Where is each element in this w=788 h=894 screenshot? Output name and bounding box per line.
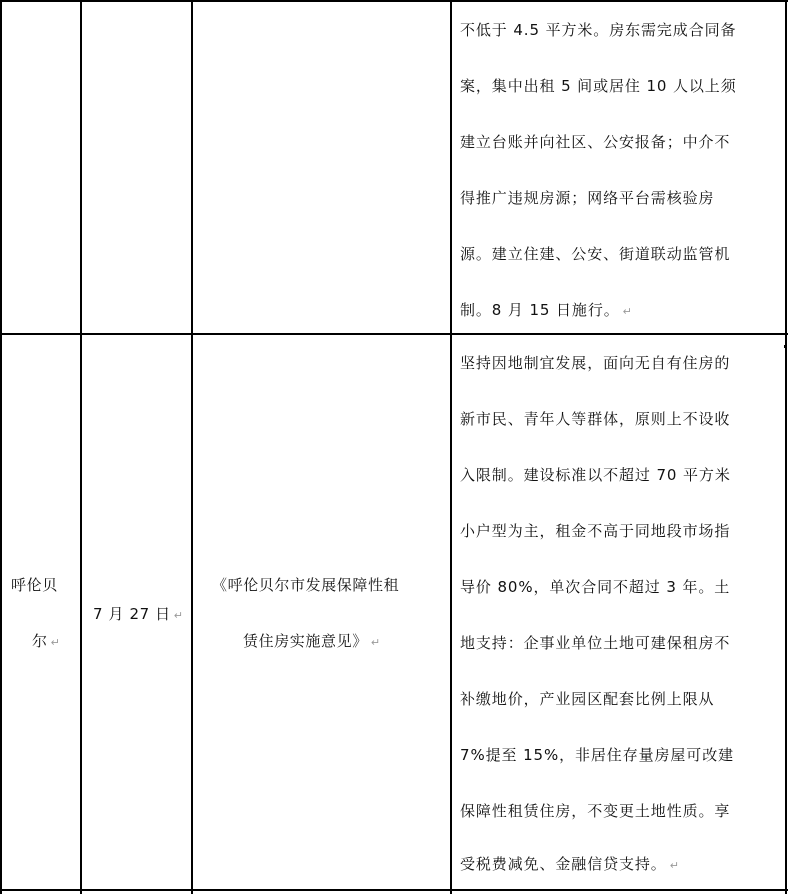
paragraph-mark: ↵ (370, 636, 381, 649)
content-line: 入限制。建设标准以不超过 70 平方米 (460, 466, 731, 484)
paragraph-mark: ↵ (50, 636, 61, 649)
content-line: 不低于 4.5 平方米。房东需完成合同备 (460, 21, 737, 39)
city-name-line2: 尔 (32, 632, 48, 650)
content-line: 新市民、青年人等群体，原则上不设收 (460, 410, 731, 428)
table-border-top (0, 0, 788, 2)
city-cell-line2 (32, 630, 60, 651)
content-line: 制。8 月 15 日施行。 ↵ (460, 301, 633, 319)
col-divider (785, 0, 787, 894)
city-name-line1: 呼伦贝 (11, 576, 58, 594)
content-line: 得推广违规房源；网络平台需核验房 (460, 189, 715, 207)
document-title-line1: 《呼伦贝尔市发展保障性租 (212, 576, 400, 594)
content-line: 地支持：企事业单位土地可建保租房不 (460, 634, 731, 652)
document-title-line2: 赁住房实施意见》 (243, 632, 368, 650)
content-line: 保障性租赁住房，不变更土地性质。享 (460, 802, 731, 820)
city-cell (11, 574, 58, 595)
content-line: 案，集中出租 5 间或居住 10 人以上须 (460, 77, 737, 95)
content-line: 7%提至 15%，非居住存量房屋可改建 (460, 746, 735, 764)
col-divider (80, 0, 82, 894)
content-line: 小户型为主，租金不高于同地段市场指 (460, 522, 731, 540)
content-line: 源。建立住建、公安、街道联动监管机 (460, 245, 731, 263)
row-divider (0, 333, 788, 335)
content-line: 导价 80%，单次合同不超过 3 年。土 (460, 578, 731, 596)
paragraph-mark: ↵ (622, 305, 633, 318)
content-line: 建立台账并向社区、公安报备；中介不 (460, 133, 731, 151)
date-text: 7 月 27 日 (93, 605, 171, 623)
paragraph-mark: ↵ (669, 859, 680, 872)
content-line: 补缴地价，产业园区配套比例上限从 (460, 690, 715, 708)
paragraph-mark: ↵ (173, 609, 184, 622)
col-divider (0, 0, 2, 894)
col-divider (191, 0, 193, 894)
table-corner-mark (784, 345, 787, 348)
col-divider (450, 0, 452, 894)
table-border-bottom (0, 889, 788, 891)
content-line: 受税费减免、金融信贷支持。 ↵ (460, 855, 680, 873)
document-title-cell-line2 (243, 630, 381, 651)
document-title-cell (212, 574, 399, 595)
content-line: 坚持因地制宜发展，面向无自有住房的 (460, 354, 731, 372)
date-cell (93, 603, 184, 624)
